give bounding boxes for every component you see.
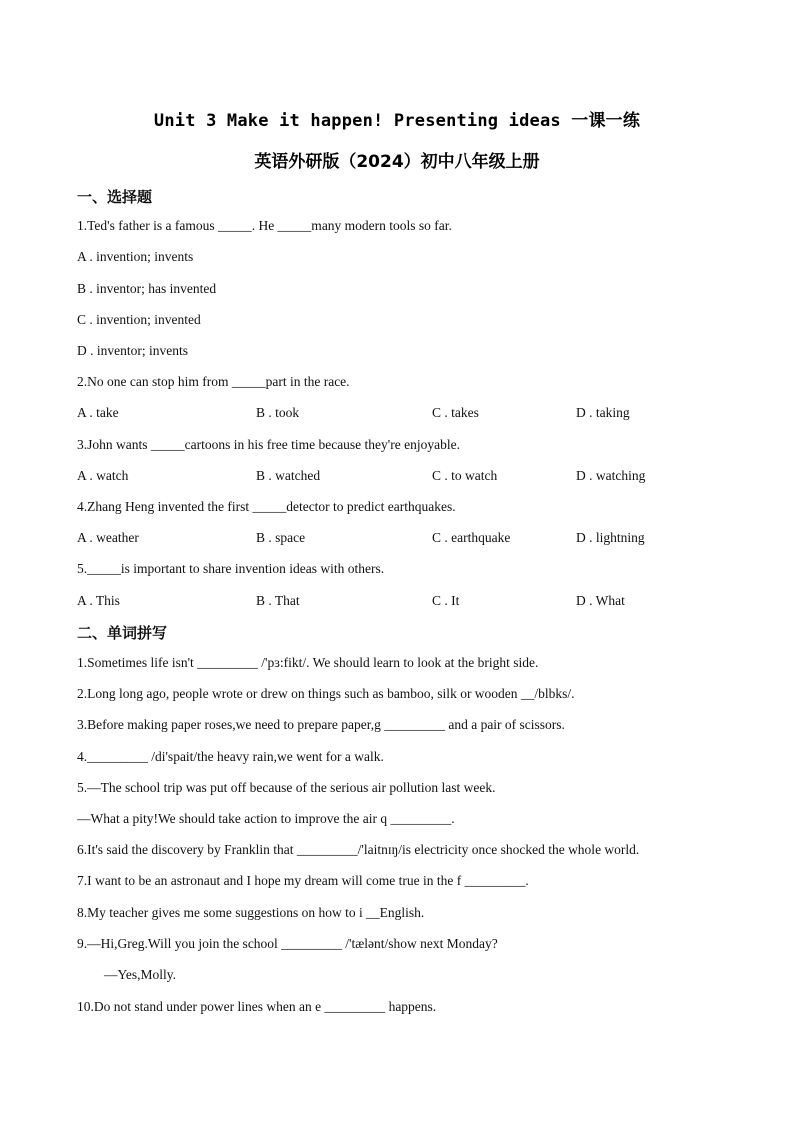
option-d: D . inventor; invents xyxy=(77,343,188,358)
option-c: C . to watch xyxy=(432,468,498,483)
option-d: D . What xyxy=(576,593,625,608)
option-a: A . invention; invents xyxy=(77,249,194,264)
option-b: B . took xyxy=(256,405,300,420)
option-d: D . taking xyxy=(576,405,630,420)
spelling-item: 4._________ /di'spait/the heavy rain,we went for a walk. xyxy=(77,749,384,764)
option-b: B . space xyxy=(256,530,306,545)
spelling-item: 10.Do not stand under power lines when an e _________ happens. xyxy=(77,999,437,1014)
option-d: D . watching xyxy=(576,468,646,483)
option-a: A . weather xyxy=(77,530,139,545)
option-b: B . That xyxy=(256,593,300,608)
page-title: Unit 3 Make it happen! Presenting ideas 一课一练 xyxy=(153,111,641,131)
spelling-item: 5.—The school trip was put off because of the serious air pollution last week. xyxy=(77,780,496,795)
page-subtitle: 英语外研版（2024）初中八年级上册 xyxy=(254,152,540,172)
question-2: 2.No one can stop him from _____part in the race. xyxy=(77,374,350,389)
option-b: B . watched xyxy=(256,468,321,483)
question-3: 3.John wants _____cartoons in his free time because they're enjoyable. xyxy=(77,437,460,452)
spelling-item: 3.Before making paper roses,we need to prepare paper,g _________ and a pair of scissors. xyxy=(77,717,565,732)
option-a: A . watch xyxy=(77,468,129,483)
spelling-item: 7.I want to be an astronaut and I hope my dream will come true in the f _________. xyxy=(77,873,529,888)
question-5: 5._____is important to share invention ideas with others. xyxy=(77,561,385,576)
spelling-item: 1.Sometimes life isn't _________ /'pɜ:fikt/. We should learn to look at the bright side. xyxy=(77,655,539,670)
question-1: 1.Ted's father is a famous _____. He _____many modern tools so far. xyxy=(77,218,452,233)
section-heading: 一、选择题 xyxy=(77,188,153,206)
option-c: C . invention; invented xyxy=(77,312,201,327)
option-c: C . takes xyxy=(432,405,479,420)
option-c: C . It xyxy=(432,593,460,608)
option-d: D . lightning xyxy=(576,530,645,545)
spelling-item: 9.—Hi,Greg.Will you join the school _________ /'tælənt/show next Monday? xyxy=(77,936,498,951)
option-a: A . This xyxy=(77,593,120,608)
option-c: C . earthquake xyxy=(432,530,511,545)
spelling-item: —What a pity!We should take action to improve the air q _________. xyxy=(77,811,455,826)
option-a: A . take xyxy=(77,405,119,420)
spelling-item: 6.It's said the discovery by Franklin that _________/'laitnɪŋ/is electricity once shocked the whole world. xyxy=(77,842,640,857)
section-heading: 二、单词拼写 xyxy=(77,624,168,642)
spelling-item: 8.My teacher gives me some suggestions on how to i __English. xyxy=(77,905,425,920)
spelling-item: —Yes,Molly. xyxy=(104,967,177,982)
option-b: B . inventor; has invented xyxy=(77,281,217,296)
question-4: 4.Zhang Heng invented the first _____detector to predict earthquakes. xyxy=(77,499,456,514)
spelling-item: 2.Long long ago, people wrote or drew on things such as bamboo, silk or wooden __/blbks/. xyxy=(77,686,575,701)
